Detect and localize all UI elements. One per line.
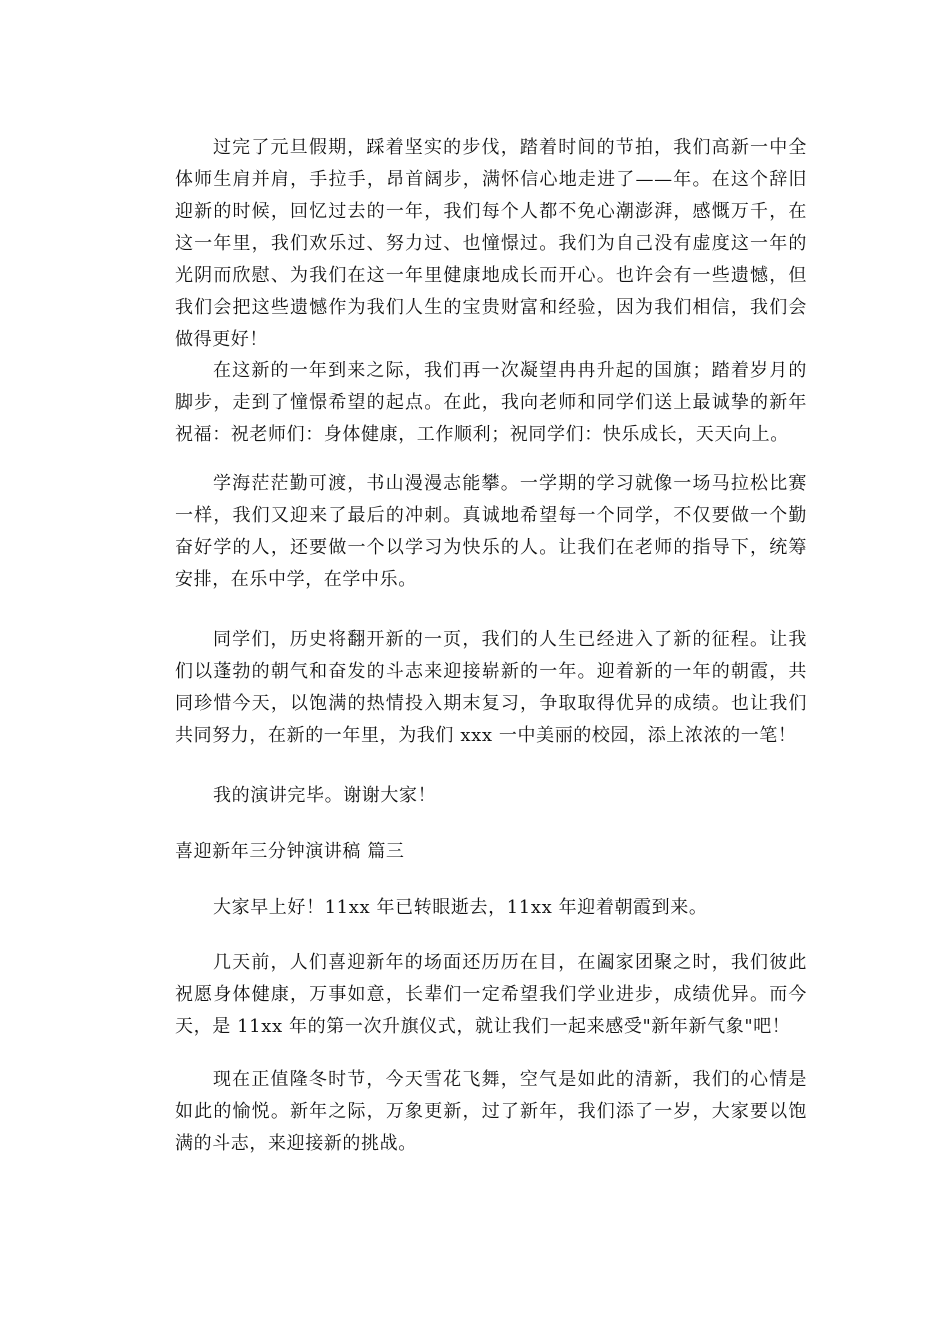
- section-paragraph-1: 大家早上好！11xx 年已转眼逝去，11xx 年迎着朝霞到来。: [213, 897, 708, 918]
- section-heading: 喜迎新年三分钟演讲稿 篇三: [175, 841, 405, 862]
- section-paragraph-3: 现在正值隆冬时节，今天雪花飞舞，空气是如此的清新，我们的心情是如此的愉悦。新年之际，万象更新，过了新年，我们添了一岁，大家要以饱满的斗志，来迎接新的挑战。: [175, 1069, 807, 1154]
- paragraph-3: 学海茫茫勤可渡，书山漫漫志能攀。一学期的学习就像一场马拉松比赛一样，我们又迎来了最后的冲刺。真诚地希望每一个同学，不仅要做一个勤奋好学的人，还要做一个以学习为快乐的人。让我们在老师的指导下，统筹安排，在乐中学，在学中乐。: [175, 473, 807, 590]
- paragraph-5: 我的演讲完毕。谢谢大家！: [213, 785, 437, 806]
- paragraph-4: 同学们，历史将翻开新的一页，我们的人生已经进入了新的征程。让我们以蓬勃的朝气和奋发的斗志来迎接崭新的一年。迎着新的一年的朝霞，共同珍惜今天，以饱满的热情投入期末复习，争取取得优异的成绩。也让我们共同努力，在新的一年里，为我们 xxx 一中美丽的校园，添上浓浓的一笔！: [175, 629, 807, 746]
- section-paragraph-2: 几天前，人们喜迎新年的场面还历历在目，在阖家团聚之时，我们彼此祝愿身体健康，万事如意，长辈们一定希望我们学业进步，成绩优异。而今天，是 11xx 年的第一次升旗仪式，就让我们一起来感受"新年新气象"吧！: [175, 952, 807, 1037]
- paragraph-1: 过完了元旦假期，踩着坚实的步伐，踏着时间的节拍，我们高新一中全体师生肩并肩，手拉手，昂首阔步，满怀信心地走进了——年。在这个辞旧迎新的时候，回忆过去的一年，我们每个人都不免心潮澎湃，感慨万千，在这一年里，我们欢乐过、努力过、也憧憬过。我们为自己没有虚度这一年的光阴而欣慰、为我们在这一年里健康地成长而开心。也许会有一些遗憾，但我们会把这些遗憾作为我们人生的宝贵财富和经验，因为我们相信，我们会做得更好！: [175, 137, 807, 350]
- paragraph-2: 在这新的一年到来之际，我们再一次凝望冉冉升起的国旗；踏着岁月的脚步，走到了憧憬希望的起点。在此，我向老师和同学们送上最诚挚的新年祝福：祝老师们：身体健康，工作顺利；祝同学们：快乐成长，天天向上。: [175, 360, 807, 445]
